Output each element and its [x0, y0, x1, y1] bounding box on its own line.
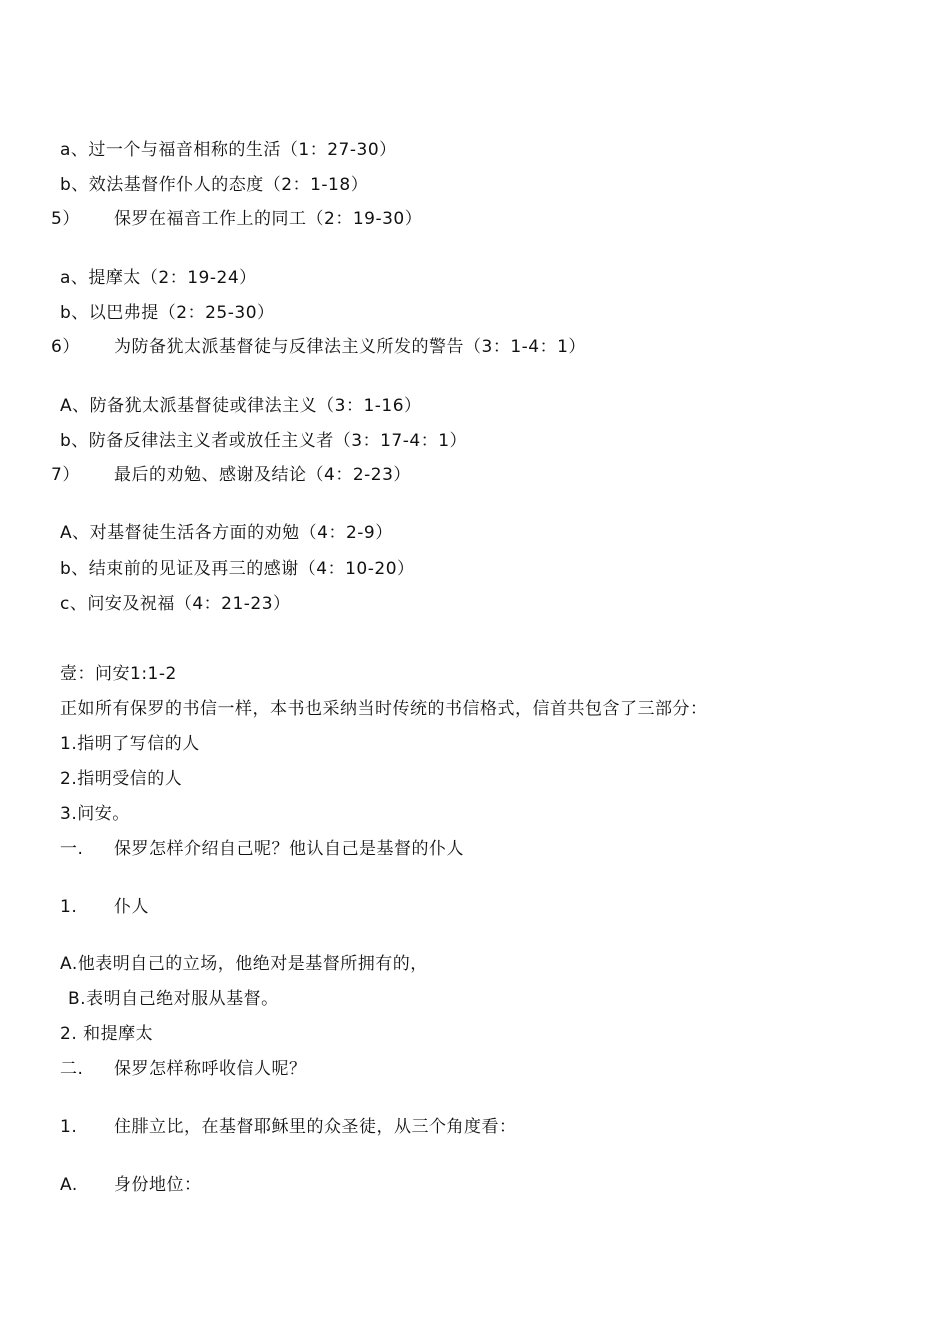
- question-2-sub-1-A-number: A.: [60, 1175, 78, 1195]
- question-2-text: 保罗怎样称呼收信人呢？: [114, 1059, 307, 1079]
- question-1-sub-1-B: B.表明自己绝对服从基督。: [68, 989, 279, 1009]
- outline-item-A-4: A、对基督徒生活各方面的劝勉（4：2-9）: [60, 523, 393, 543]
- section-5-number: 5）: [51, 209, 80, 229]
- outline-item-a-1: a、过一个与福音相称的生活（1：27-30）: [60, 140, 397, 160]
- point-2: 2.指明受信的人: [60, 769, 183, 789]
- outline-item-b-3: b、防备反律法主义者或放任主义者（3：17-4：1）: [60, 431, 468, 451]
- question-2-number: 二.: [60, 1059, 84, 1079]
- outline-item-b-2: b、以巴弗提（2：25-30）: [60, 303, 275, 323]
- question-1-text: 保罗怎样介绍自己呢？他认自己是基督的仆人: [114, 839, 464, 859]
- question-1-sub-1-A: A.他表明自己的立场，他绝对是基督所拥有的，: [60, 954, 428, 974]
- section-6-title: 为防备犹太派基督徒与反律法主义所发的警告（3：1-4：1）: [114, 337, 586, 357]
- outline-item-b-1: b、效法基督作仆人的态度（2：1-18）: [60, 175, 369, 195]
- question-1-sub-1-number: 1.: [60, 897, 78, 917]
- point-1: 1.指明了写信的人: [60, 734, 200, 754]
- question-2-sub-1-text: 住腓立比，在基督耶稣里的众圣徒，从三个角度看：: [114, 1117, 517, 1137]
- question-2-sub-1-A-text: 身份地位：: [114, 1175, 202, 1195]
- outline-item-a-2: a、提摩太（2：19-24）: [60, 268, 257, 288]
- section-heading: 壹：问安1:1-2: [60, 664, 177, 684]
- question-1-number: 一.: [60, 839, 84, 859]
- section-6-number: 6）: [51, 337, 80, 357]
- section-7-title: 最后的劝勉、感谢及结论（4：2-23）: [114, 465, 411, 485]
- outline-item-c-4: c、问安及祝福（4：21-23）: [60, 594, 291, 614]
- question-1-sub-1-text: 仆人: [114, 897, 149, 917]
- section-7-number: 7）: [51, 465, 80, 485]
- section-5-title: 保罗在福音工作上的同工（2：19-30）: [114, 209, 423, 229]
- point-3: 3.问安。: [60, 804, 130, 824]
- question-1-sub-2: 2. 和提摩太: [60, 1024, 154, 1044]
- outline-item-A-3: A、防备犹太派基督徒或律法主义（3：1-16）: [60, 396, 422, 416]
- outline-item-b-4: b、结束前的见证及再三的感谢（4：10-20）: [60, 559, 415, 579]
- intro-paragraph: 正如所有保罗的书信一样，本书也采纳当时传统的书信格式，信首共包含了三部分：: [60, 699, 708, 719]
- question-2-sub-1-number: 1.: [60, 1117, 78, 1137]
